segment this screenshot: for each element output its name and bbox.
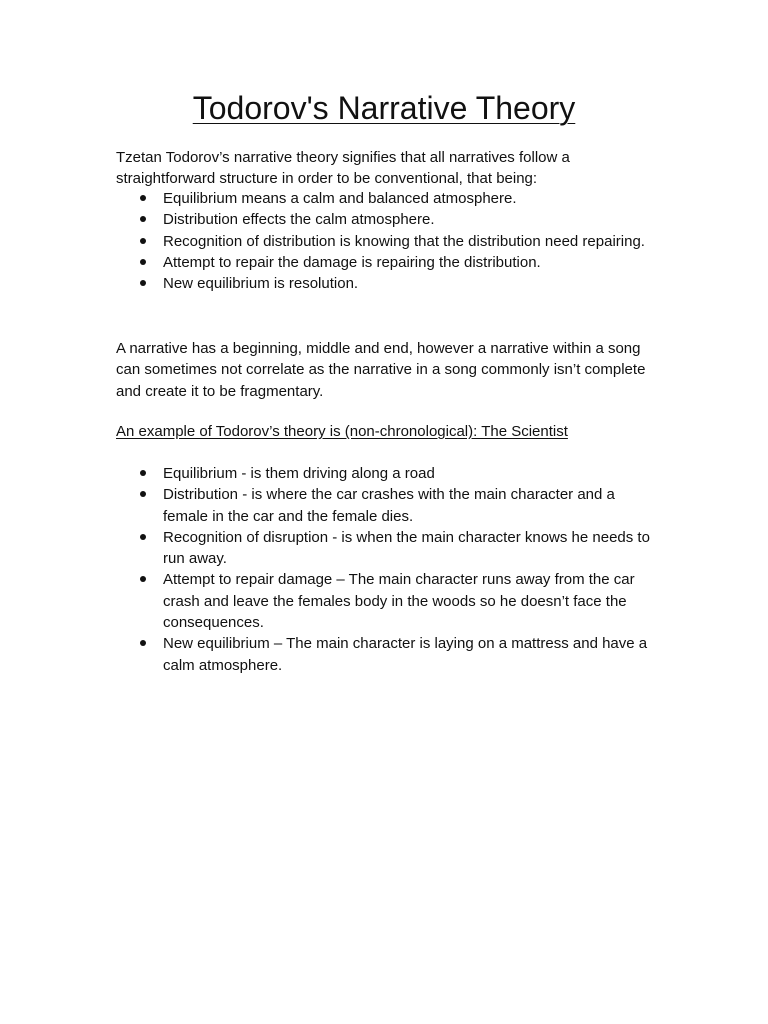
page-title: [0, 88, 768, 128]
bullet-icon: [140, 195, 146, 201]
list-item: [116, 484, 660, 527]
list-item: [116, 209, 660, 230]
list-item: [116, 231, 660, 252]
list-item-text: New equilibrium is resolution.: [163, 275, 359, 293]
list-item-text: Equilibrium means a calm and balanced atmosphere.: [163, 190, 517, 207]
narrative-paragraph: A narrative has a beginning, middle and end, however a narrative within a song can sometimes not correlate as the narrative in a song commonly isn’t complete and create it to be fragmentary.: [116, 340, 646, 400]
example-heading: An example of Todorov’s theory is (non-chronological): The Scientist: [116, 423, 568, 440]
list-item-text: Distribution effects the calm atmosphere.: [163, 211, 435, 229]
list-item: [116, 252, 660, 273]
list-item: [116, 188, 660, 209]
bullet-icon: [140, 216, 146, 222]
bullet-icon: [140, 640, 146, 646]
list-item: [116, 273, 660, 294]
list-item: [116, 633, 660, 676]
list-item-text: New equilibrium – The main character is laying on a mattress and have a calm atmosphere.: [163, 635, 648, 674]
example-list: [116, 463, 660, 676]
structure-list: [116, 188, 660, 294]
bullet-icon: [140, 534, 146, 540]
bullet-icon: [140, 576, 146, 582]
bullet-icon: [140, 280, 146, 286]
list-item-text: Attempt to repair the damage is repairing the distribution.: [163, 253, 541, 271]
list-item-text: Distribution - is where the car crashes with the main character and a female in the car and the female dies.: [163, 486, 615, 525]
bullet-icon: [140, 470, 146, 476]
list-item: [116, 569, 660, 633]
intro-paragraph: Tzetan Todorov’s narrative theory signifies that all narratives follow a straightforward structure in order to be conventional, that being:: [116, 149, 570, 188]
list-item: [116, 527, 660, 570]
bullet-icon: [140, 259, 146, 265]
list-item-text: Equilibrium - is them driving along a road: [163, 465, 435, 482]
bullet-icon: [140, 238, 146, 244]
list-item: [116, 463, 660, 484]
list-item-text: Recognition of disruption - is when the main character knows he needs to run away.: [163, 528, 650, 568]
list-item-text: Recognition of distribution is knowing that the distribution need repairing.: [163, 232, 645, 250]
page-title-text: Todorov's Narrative Theory: [192, 90, 576, 126]
bullet-icon: [140, 491, 146, 497]
list-item-text: Attempt to repair damage – The main character runs away from the car crash and leave the females body in the woods so he doesn’t face the consequences.: [163, 571, 635, 632]
